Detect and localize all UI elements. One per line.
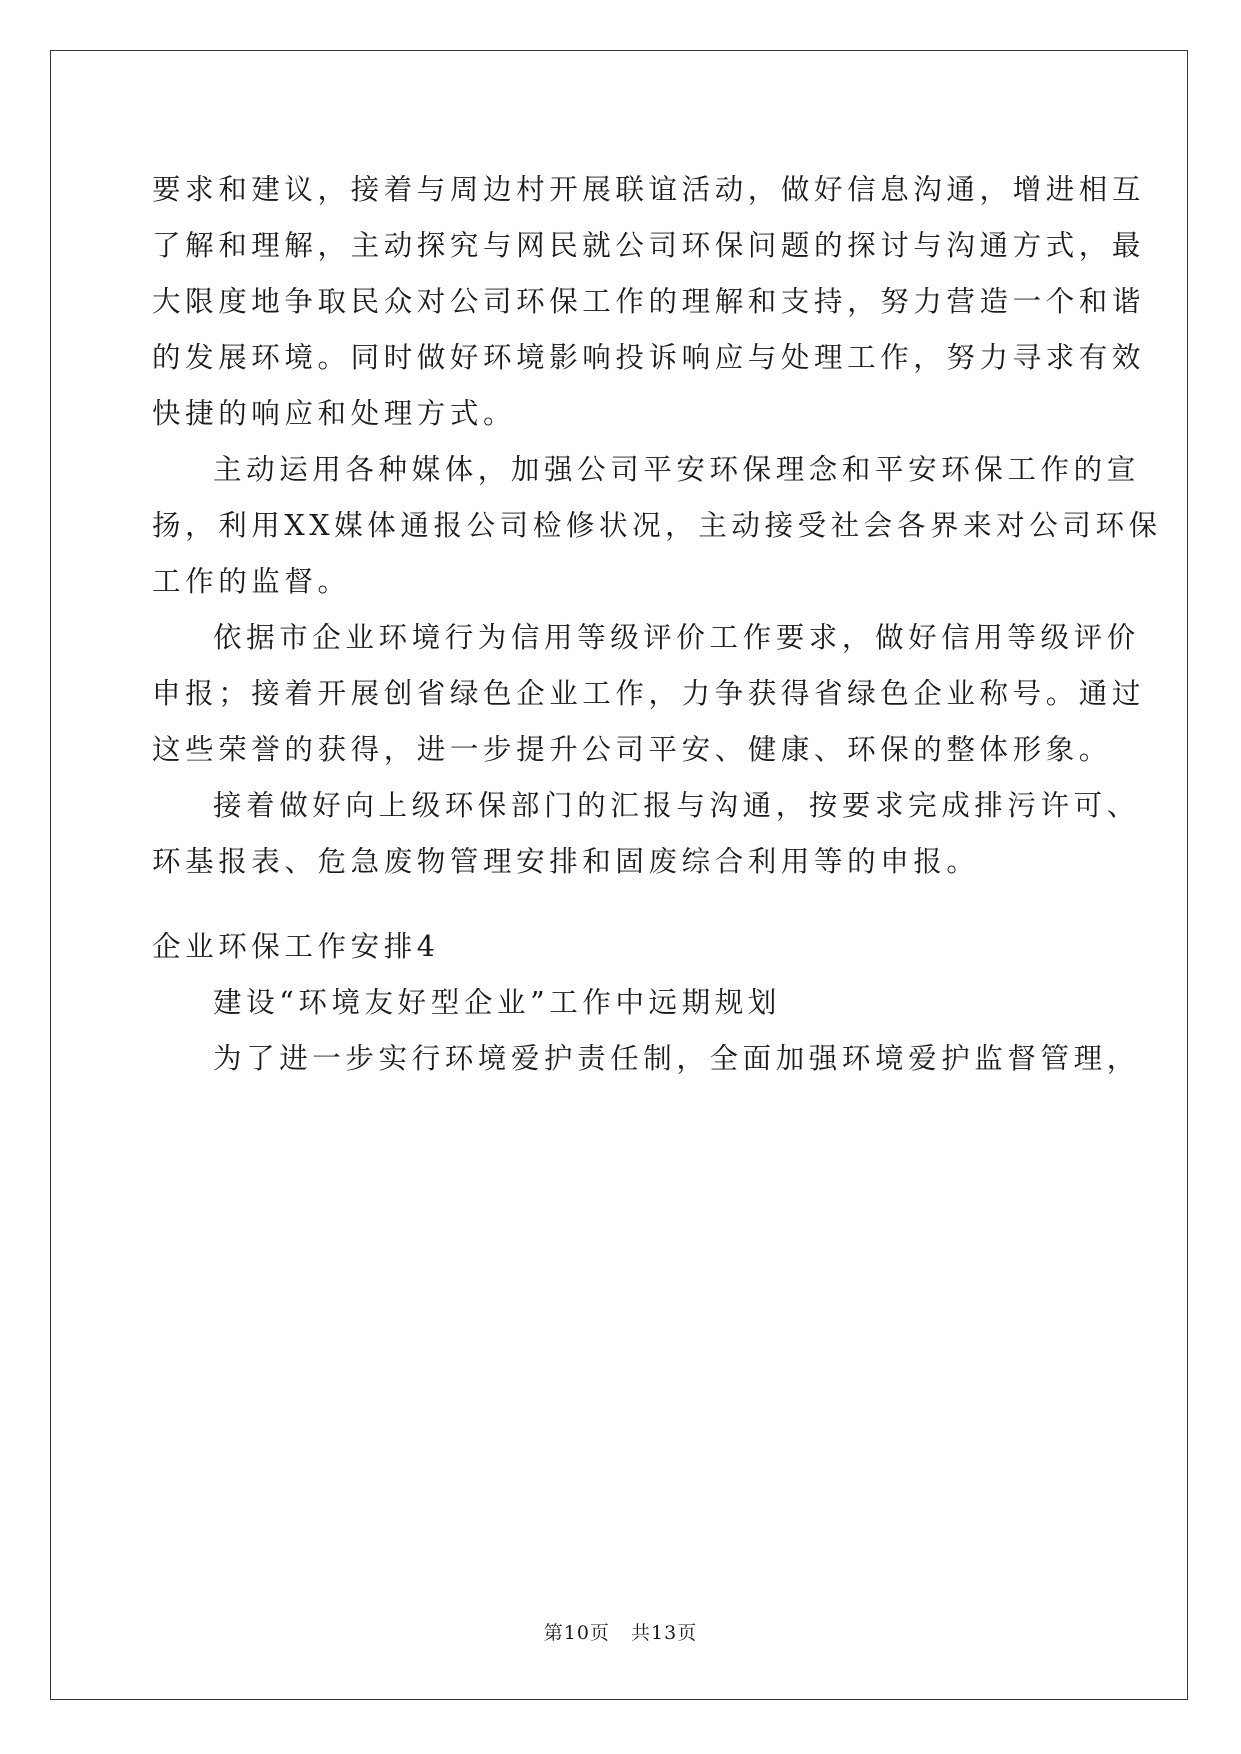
- paragraph-line: 申报；接着开展创省绿色企业工作，力争获得省绿色企业称号。通过: [152, 677, 1146, 710]
- page-footer: 第10页 共13页: [543, 1622, 698, 1644]
- paragraph-line: 大限度地争取民众对公司环保工作的理解和支持，努力营造一个和谐: [152, 285, 1146, 318]
- paragraph-line: 主动运用各种媒体，加强公司平安环保理念和平安环保工作的宣: [213, 453, 1140, 486]
- paragraph-line: 的发展环境。同时做好环境影响投诉响应与处理工作，努力寻求有效: [152, 341, 1146, 374]
- paragraph-line: 快捷的响应和处理方式。: [152, 397, 517, 430]
- paragraph-line: 接着做好向上级环保部门的汇报与沟通，按要求完成排污许可、: [213, 789, 1140, 822]
- section-heading: 企业环保工作安排4: [152, 930, 440, 963]
- paragraph-line: 这些荣誉的获得，进一步提升公司平安、健康、环保的整体形象。: [152, 733, 1112, 766]
- paragraph-line: 环基报表、危急废物管理安排和固废综合利用等的申报。: [152, 845, 980, 878]
- paragraph-line: 工作的监督。: [152, 565, 351, 598]
- paragraph-line: 了解和理解，主动探究与网民就公司环保问题的探讨与沟通方式，最: [152, 229, 1146, 262]
- paragraph-line: 依据市企业环境行为信用等级评价工作要求，做好信用等级评价: [213, 621, 1140, 654]
- section-subheading: 建设“环境友好型企业”工作中远期规划: [213, 986, 781, 1019]
- paragraph-line: 为了进一步实行环境爱护责任制，全面加强环境爱护监督管理，: [213, 1042, 1140, 1075]
- paragraph-line: 扬，利用XX媒体通报公司检修状况，主动接受社会各界来对公司环保: [152, 509, 1162, 542]
- paragraph-line: 要求和建议，接着与周边村开展联谊活动，做好信息沟通，增进相互: [152, 173, 1146, 206]
